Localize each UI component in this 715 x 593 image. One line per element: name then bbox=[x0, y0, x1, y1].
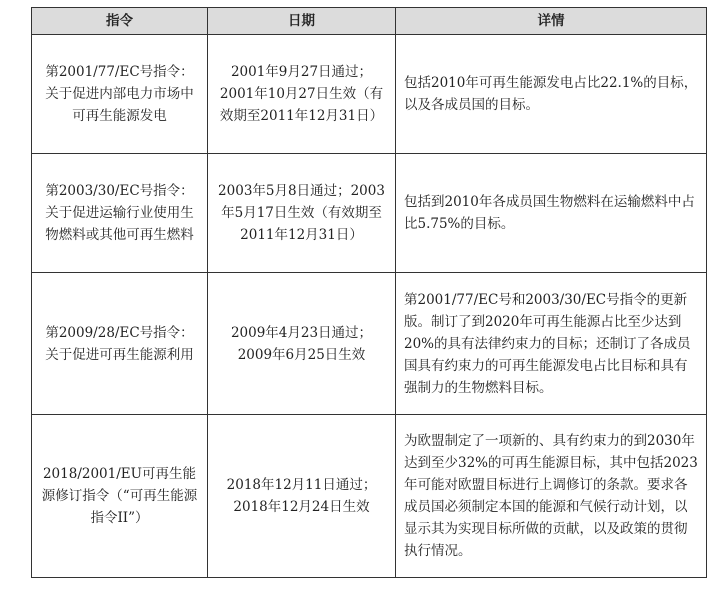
table-row bbox=[32, 273, 707, 415]
directive-cell: 2018/2001/EU可再生能源修订指令（“可再生能源指令II”） bbox=[32, 415, 208, 578]
details-cell: 为欧盟制定了一项新的、具有约束力的到2030年达到至少32%的可再生能源目标，其中包括2023年可能对欧盟目标进行上调修订的条款。要求各成员国必须制定本国的能源和气候行动计划，以显示其为实现目标所做的贡献，以及政策的贯彻执行情况。 bbox=[396, 415, 707, 578]
date-cell: 2018年12月11日通过；2018年12月24日生效 bbox=[208, 415, 396, 578]
date-cell: 2001年9月27日通过；2001年10月27日生效（有效期至2011年12月31日） bbox=[208, 35, 396, 154]
date-cell: 2009年4月23日通过；2009年6月25日生效 bbox=[208, 273, 396, 415]
directive-cell: 第2003/30/EC号指令：关于促进运输行业使用生物燃料或其他可再生燃料 bbox=[32, 154, 208, 273]
directive-cell: 第2009/28/EC号指令：关于促进可再生能源利用 bbox=[32, 273, 208, 415]
header-date: 日期 bbox=[208, 8, 396, 35]
table-row bbox=[32, 35, 707, 154]
date-cell: 2003年5月8日通过；2003年5月17日生效（有效期至2011年12月31日） bbox=[208, 154, 396, 273]
details-cell: 包括2010年可再生能源发电占比22.1%的目标，以及各成员国的目标。 bbox=[396, 35, 707, 154]
directive-cell: 第2001/77/EC号指令：关于促进内部电力市场中可再生能源发电 bbox=[32, 35, 208, 154]
table-row bbox=[32, 154, 707, 273]
details-cell: 第2001/77/EC号和2003/30/EC号指令的更新版。制订了到2020年可再生能源占比至少达到20%的具有法律约束力的目标；还制订了各成员国具有约束力的可再生能源发电占比目标和具有强制力的生物燃料目标。 bbox=[396, 273, 707, 415]
header-directive: 指令 bbox=[32, 8, 208, 35]
eu-renewable-directives-table bbox=[31, 7, 707, 578]
table-header-row bbox=[32, 8, 707, 35]
details-cell: 包括到2010年各成员国生物燃料在运输燃料中占比5.75%的目标。 bbox=[396, 154, 707, 273]
table-row bbox=[32, 415, 707, 578]
header-details: 详情 bbox=[396, 8, 707, 35]
